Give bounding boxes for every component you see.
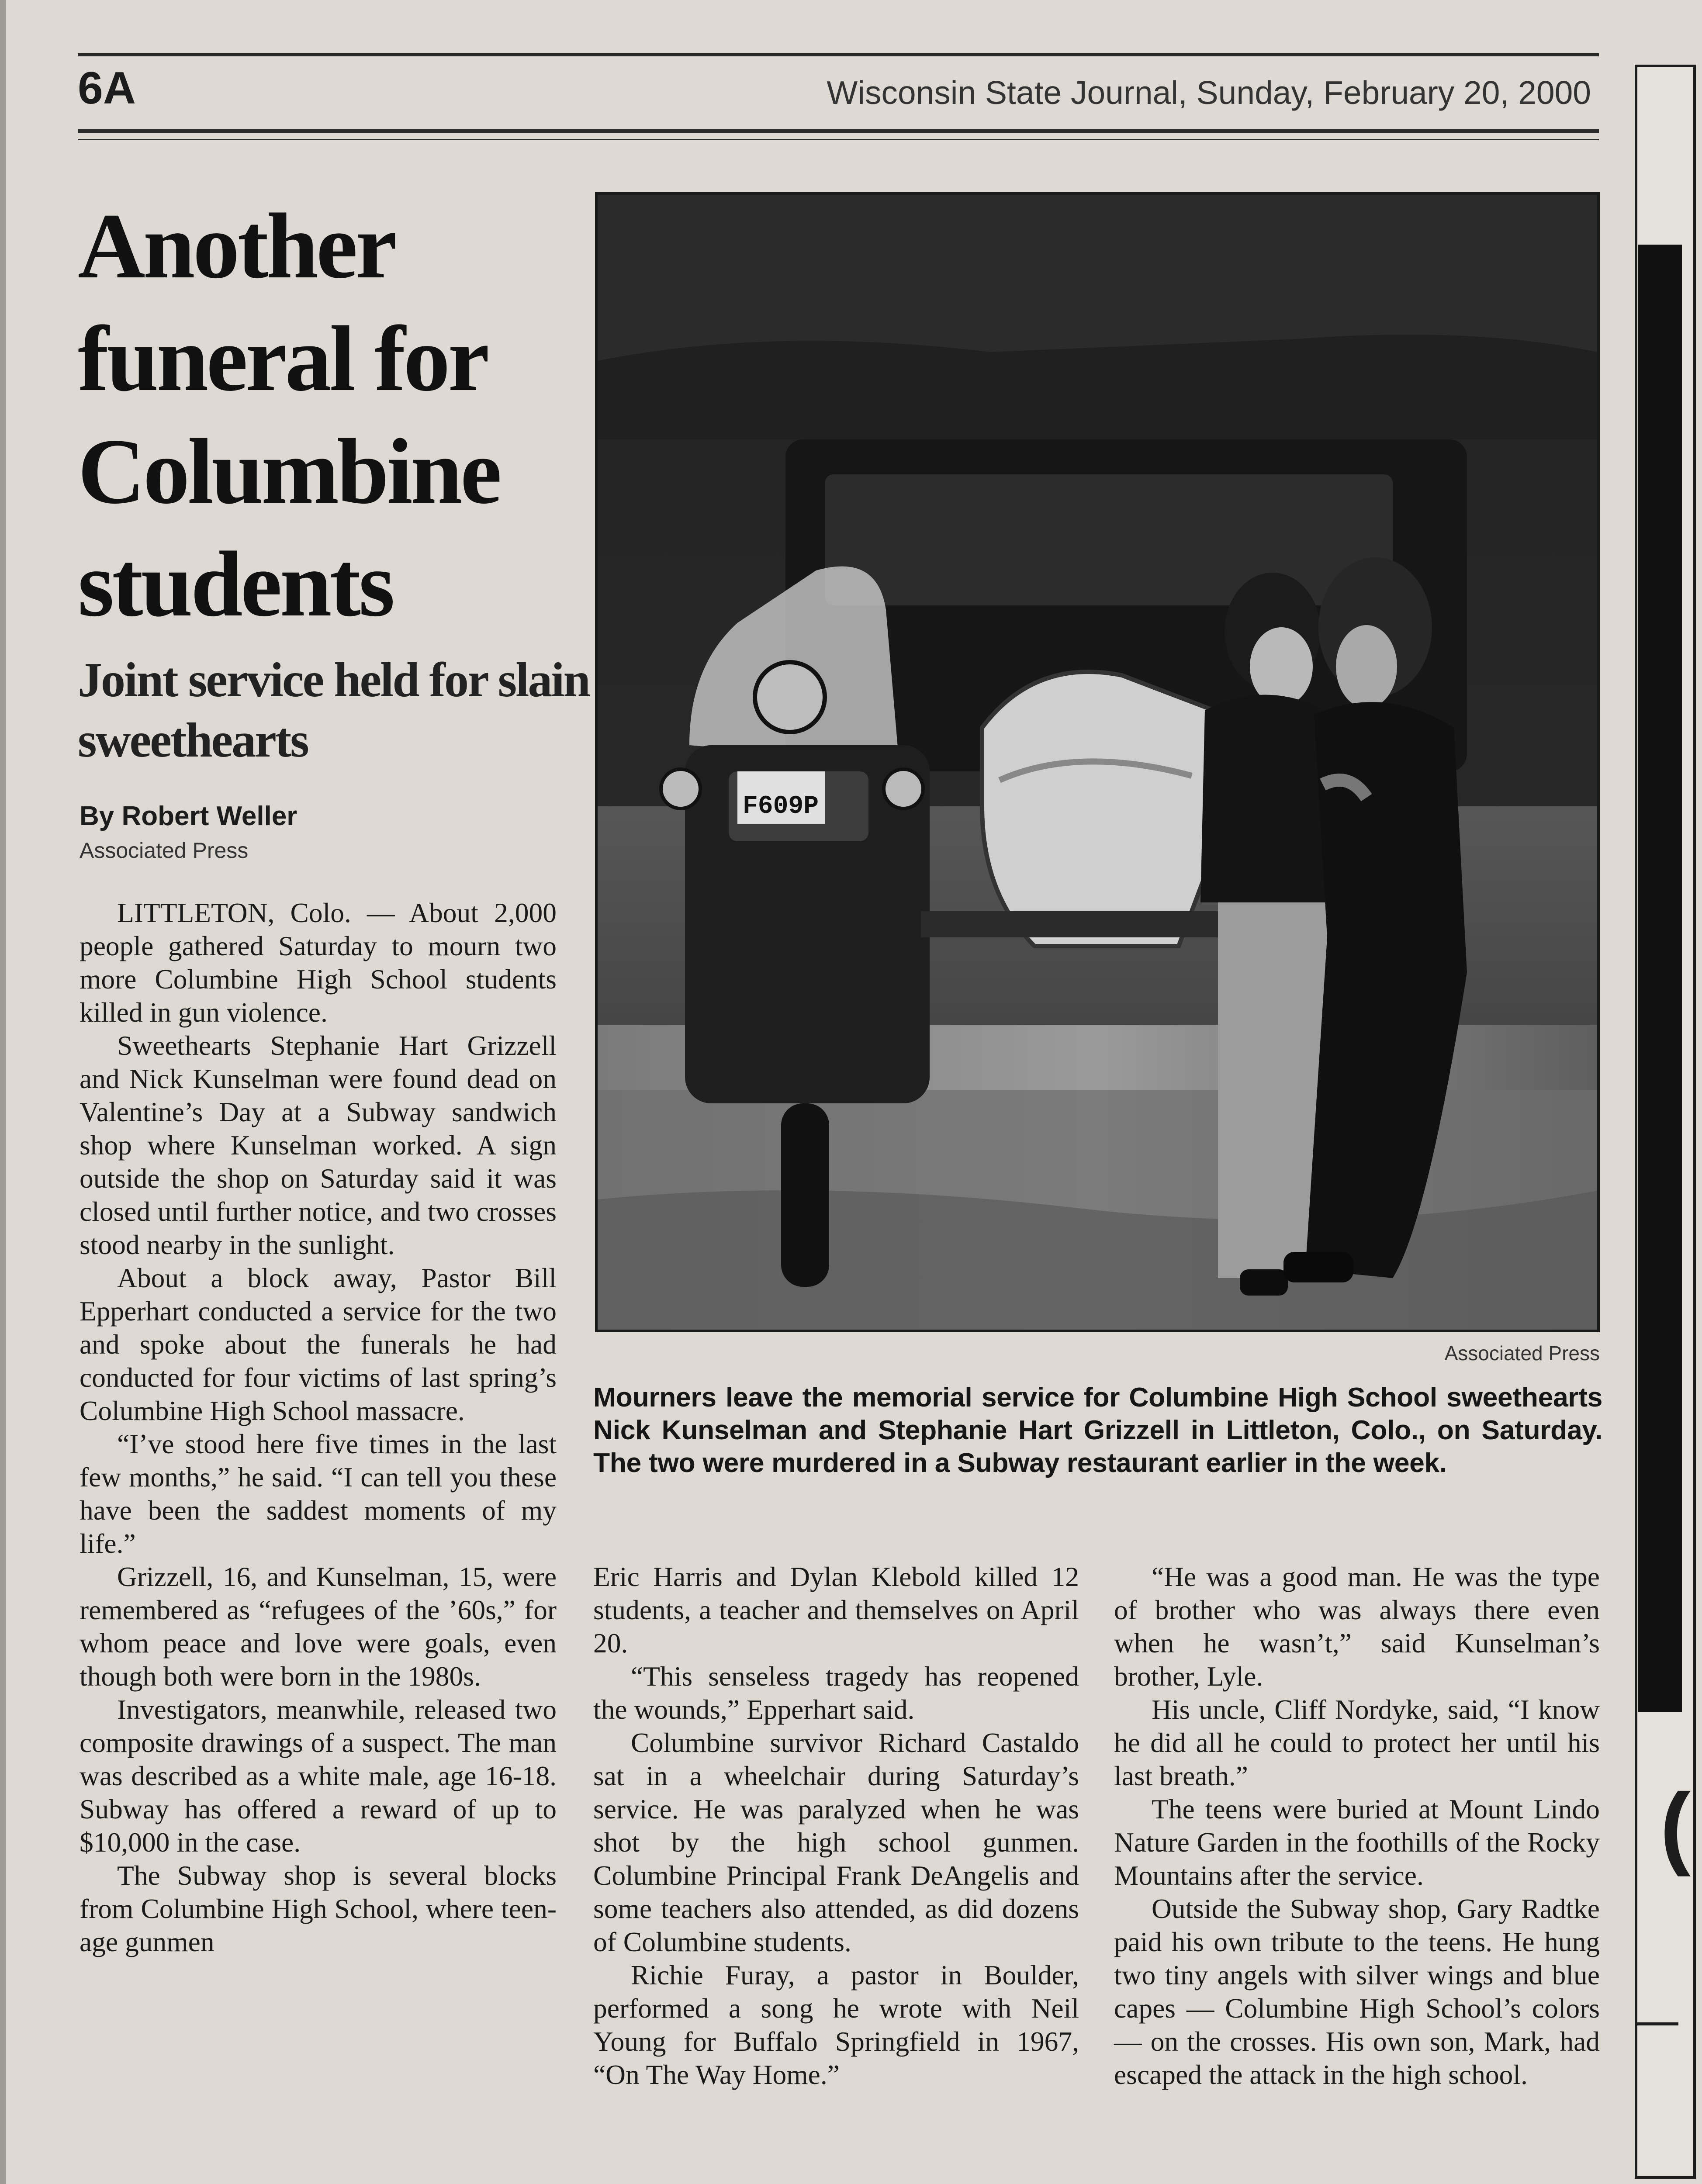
- header-rule-thin: [78, 139, 1599, 140]
- photo-credit: Associated Press: [1444, 1342, 1600, 1365]
- adjacent-ad-fragment: (: [1660, 1774, 1691, 1877]
- photo-caption: Mourners leave the memorial service for Columbine High School sweethearts Nick Kunselman and Stephanie Hart Grizzell in Littleton, Colo., on Saturday. The two were murdered in a Subway restaurant earlier in the week.: [593, 1382, 1602, 1478]
- paragraph: “This senseless tragedy has reopened the wounds,” Epperhart said.: [593, 1661, 1079, 1725]
- headline: Another funeral for Columbine students: [78, 194, 500, 636]
- paragraph: The Subway shop is several blocks from Columbine High School, where teen-age gunmen: [80, 1860, 557, 1957]
- article-column-1: [80, 896, 557, 1959]
- paragraph: Sweethearts Stephanie Hart Grizzell and Nick Kunselman were found dead on Valentine’s Day at a Subway sandwich shop where Kunselman worked. A sign outside the shop on Saturday said it was closed until further notice, and two crosses stood nearby in the sunlight.: [80, 1030, 557, 1260]
- paragraph: The teens were buried at Mount Lindo Nature Garden in the foothills of the Rocky Mountains after the service.: [1114, 1794, 1600, 1891]
- byline: By Robert Weller: [80, 801, 298, 831]
- page-number: 6A: [78, 63, 136, 114]
- paragraph: About a block away, Pastor Bill Epperhart conducted a service for the two and spoke about the funerals he had conducted for four victims of last spring’s Columbine High School massacre.: [80, 1262, 557, 1426]
- article-column-2: [593, 1560, 1079, 2091]
- top-rule: [78, 53, 1599, 56]
- paragraph: “I’ve stood here five times in the last few months,” he said. “I can tell you these have been the saddest moments of my life.”: [80, 1428, 557, 1559]
- paragraph: Investigators, meanwhile, released two composite drawings of a suspect. The man was described as a white male, age 16-18. Subway has offered a reward of up to $10,000 in the case.: [80, 1694, 557, 1858]
- dateline: Wisconsin State Journal, Sunday, February 20, 2000: [827, 74, 1591, 111]
- paragraph: “He was a good man. He was the type of brother who was always there even when he wasn’t,” said Kunselman’s brother, Lyle.: [1114, 1561, 1600, 1692]
- page-edge: [0, 0, 6, 2184]
- paragraph: Columbine survivor Richard Castaldo sat in a wheelchair during Saturday’s service. He was paralyzed when he was shot by the high school gunmen. Columbine Principal Frank DeAngelis and some teachers also attended, as did dozens of Columbine students.: [593, 1727, 1079, 1957]
- license-plate-text: F609P: [743, 792, 819, 821]
- news-photo: [595, 192, 1600, 1332]
- paragraph: Grizzell, 16, and Kunselman, 15, were remembered as “refugees of the ’60s,” for whom peace and love were goals, even though both were born in the 1980s.: [80, 1561, 557, 1692]
- paragraph: Outside the Subway shop, Gary Radtke paid his own tribute to the teens. He hung two tiny angels with silver wings and blue capes — Columbine High School’s colors — on the crosses. His own son, Mark, had escaped the attack in the high school.: [1114, 1893, 1600, 2090]
- byline-agency: Associated Press: [80, 838, 249, 863]
- paragraph: Eric Harris and Dylan Klebold killed 12 students, a teacher and themselves on April 20.: [593, 1561, 1079, 1659]
- article-column-3: [1114, 1560, 1600, 2091]
- adjacent-ad-black-panel: [1638, 245, 1682, 1712]
- subhead: Joint service held for slain sweethearts: [78, 653, 589, 767]
- paragraph: Richie Furay, a pastor in Boulder, performed a song he wrote with Neil Young for Buffalo Springfield in 1967, “On The Way Home.”: [593, 1959, 1079, 2090]
- header-rule-thick: [78, 129, 1599, 133]
- paragraph: His uncle, Cliff Nordyke, said, “I know he did all he could to protect her until his last breath.”: [1114, 1694, 1600, 1791]
- adjacent-ad-rule: [1635, 2022, 1678, 2025]
- paragraph: LITTLETON, Colo. — About 2,000 people gathered Saturday to mourn two more Columbine High School students killed in gun violence.: [80, 897, 557, 1028]
